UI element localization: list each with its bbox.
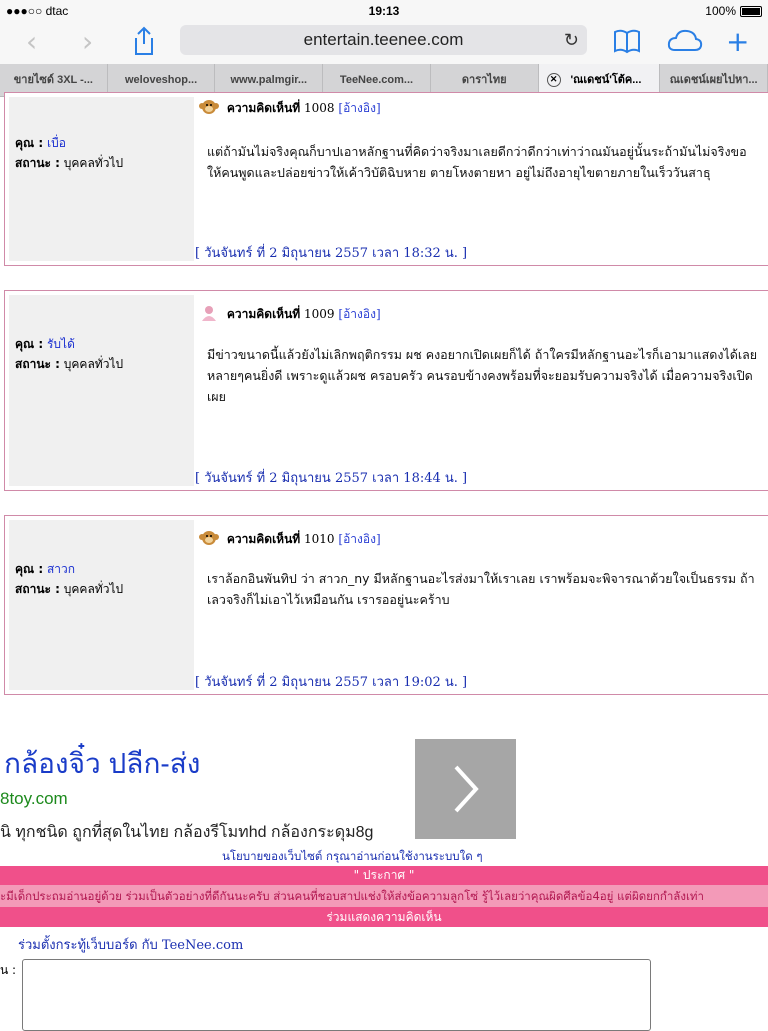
status-value: บุคคลทั่วไป (63, 582, 124, 596)
comment-header (199, 305, 381, 324)
comment-user-panel (9, 97, 194, 261)
comment-text: มีข่าวขนาดนี้แล้วยังไม่เลิกพฤติกรรม ผช คงอยากเปิดเผยก็ได้ ถ้าใครมีหลักฐานอะไรก็เอามาแสดงได้เลยหลายๆคนยิ่งดี เพราะดูแล้วผช ครอบครัว คนรอบข้างคงพร้อมที่จะยอมรับความจริงได้ เมื่อความจริงเปิดเผย (207, 347, 758, 404)
bookmarks-icon[interactable] (612, 26, 642, 58)
chevron-right-icon (446, 759, 486, 819)
announcement-footer: ร่วมแสดงความคิดเห็น (0, 907, 768, 927)
tab-4[interactable]: TeeNee.com... (323, 64, 431, 96)
ad-title[interactable]: กล้องจิ๋ว ปลีก-ส่ง (4, 748, 201, 779)
reference-link[interactable]: [อ้างอิง] (338, 307, 381, 321)
forward-icon[interactable]: › (82, 25, 94, 58)
comment-status (15, 580, 123, 599)
address-bar[interactable] (180, 25, 587, 55)
new-tab-icon[interactable]: + (726, 25, 750, 58)
comment-date: [ วันจันทร์ ที่ 2 มิถุนายน 2557 เวลา 18:32 น. ] (195, 246, 468, 261)
person-avatar-icon (199, 305, 219, 321)
ad-next-button[interactable] (415, 739, 516, 839)
comment-content (195, 97, 768, 261)
comment-text: เราล้อกอินพันทิป ว่า สาวก_ny มีหลักฐานอะไรส่งมาให้เราเลย เราพร้อมจะพิจารณาด้วยใจเป็นธรรม ถ้าเลวจริงก็ไม่เอาไว้เหมือนกัน เรารออยู่นะคร้าบ (207, 571, 755, 607)
form-label: น : (0, 963, 17, 977)
comment-user-panel (9, 295, 194, 486)
tab-5[interactable]: ดาราไทย (431, 64, 539, 96)
carrier-label: ●●●○○ dtac (6, 4, 69, 18)
comment-1010 (4, 515, 768, 695)
tab-3[interactable]: www.palmgir... (215, 64, 323, 96)
clock: 19:13 (368, 4, 400, 18)
comment-status (15, 355, 123, 374)
battery-percent: 100% (705, 4, 736, 18)
status-bar (0, 0, 768, 22)
tab-2[interactable]: weloveshop... (108, 64, 216, 96)
status-value: บุคคลทั่วไป (63, 156, 124, 170)
comment-user (15, 335, 75, 354)
icloud-tabs-icon[interactable] (666, 26, 704, 58)
comment-user (15, 134, 66, 153)
comment-label: ความคิดเห็นที่ (226, 101, 301, 115)
share-icon[interactable] (132, 26, 156, 58)
user-name[interactable]: รับได้ (46, 337, 75, 351)
url-text: entertain.teenee.com (303, 30, 464, 49)
user-label: คุณ : (15, 136, 44, 150)
comment-user (15, 560, 75, 579)
reference-link[interactable]: [อ้างอิง] (338, 532, 381, 546)
close-tab-icon[interactable]: ✕ (547, 73, 561, 87)
announcement-body: ะมีเด็กประถมอ่านอยู่ด้วย ร่วมเป็นตัวอย่างที่ดีกันนะครับ ส่วนคนที่ชอบสาปแช่งให้ส่งข้อความลูกโซ่ รู้ไว้เลยว่าคุณผิดศีลข้อ4อยู่ แต่ผิดยกกำลังเท่า (0, 885, 768, 907)
comment-text: แต่ถ้ามันไม่จริงคุณก็บาปเอาหลักฐานที่คิดว่าจริงมาเลยดีกว่าดีกว่าเท่าว่าณมันอยู่นั้นระถ้ามันไม่จริงขอให้คนพูดและปล่อยข่าวให้เค้าวิบัติฉิบหาย ตายโหงตายหา อยู่ไม่ถึงอายุไขตายภายในเร็ววันสาธุ (207, 144, 747, 180)
status-value: บุคคลทั่วไป (63, 357, 124, 371)
battery-icon (740, 6, 762, 17)
comment-header (199, 530, 381, 549)
status-label: สถานะ : (15, 357, 60, 371)
comment-date: [ วันจันทร์ ที่ 2 มิถุนายน 2557 เวลา 19:02 น. ] (195, 675, 468, 690)
reference-link[interactable]: [อ้างอิง] (338, 101, 381, 115)
user-name[interactable]: เบื่อ (46, 136, 66, 150)
comment-content (195, 295, 768, 486)
announcement-title: " ประกาศ " (0, 866, 768, 885)
tab-1[interactable]: ขายไซด์ 3XL -... (0, 64, 108, 96)
back-icon[interactable]: ‹ (26, 25, 38, 58)
comment-user-panel (9, 520, 194, 690)
comment-1009 (4, 290, 768, 491)
status-label: สถานะ : (15, 156, 60, 170)
browser-toolbar (0, 22, 768, 64)
ad-description: นิ ทุกชนิด ถูกที่สุดในไทย กล้องรีโมทhd กล้องกระดุม8g (0, 824, 374, 841)
comment-label: ความคิดเห็นที่ (226, 307, 301, 321)
comment-status (15, 154, 123, 173)
comment-label: ความคิดเห็นที่ (226, 532, 301, 546)
comment-content (195, 520, 768, 690)
comment-1008 (4, 92, 768, 266)
comment-number: 1008 (304, 101, 335, 115)
tab-6-label: 'ณเดชน์'โต้ค... (570, 74, 642, 86)
comment-number: 1010 (304, 532, 335, 546)
reload-icon[interactable]: ↻ (563, 30, 579, 50)
user-label: คุณ : (15, 337, 44, 351)
user-name[interactable]: สาวก (46, 562, 76, 576)
comment-number: 1009 (304, 307, 335, 321)
policy-link[interactable]: นโยบายของเว็บไซต์ กรุณาอ่านก่อนใช้งานระบบใด ๆ (222, 849, 483, 863)
join-webboard-link[interactable]: ร่วมตั้งกระทู้เว็บบอร์ด กับ TeeNee.com (18, 938, 244, 953)
comment-date: [ วันจันทร์ ที่ 2 มิถุนายน 2557 เวลา 18:44 น. ] (195, 471, 468, 486)
monkey-avatar-icon (199, 530, 219, 546)
monkey-avatar-icon (199, 99, 219, 115)
status-label: สถานะ : (15, 582, 60, 596)
ad-url[interactable]: 8toy.com (0, 789, 68, 808)
tab-7[interactable]: ณเดชน์เผยไปหา... (660, 64, 768, 96)
comment-textarea[interactable] (22, 959, 651, 1031)
comment-header (199, 99, 381, 118)
user-label: คุณ : (15, 562, 44, 576)
